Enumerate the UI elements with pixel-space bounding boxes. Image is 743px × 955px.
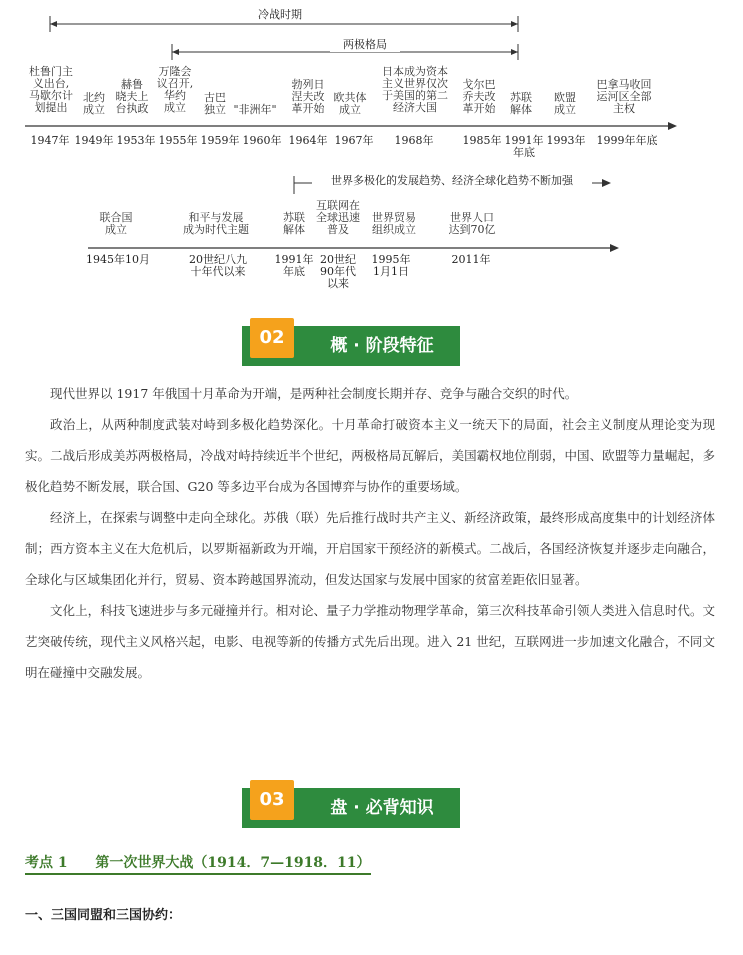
tl1-event: 欧共体 成立 bbox=[333, 91, 367, 116]
paragraph: 政治上，从两种制度武装对峙到多极化趋势深化。十月革命打破资本主义一统天下的局面，社会主义制度从理论变为现实。二战后形成美苏两极格局，冷战对峙持续近半个世纪，两极格局瓦解后，美国霸权地位削弱，中国、欧盟等力量崛起，多极化趋势不断发展，联合国、G20 等多边平台成为各国博弈与协作的重要场域。 bbox=[25, 417, 715, 494]
tl1-date: 1967年 bbox=[334, 134, 374, 147]
cold-war-label: 冷战时期 bbox=[250, 6, 310, 22]
tl1-date: 1953年 bbox=[116, 134, 156, 147]
section-03-banner bbox=[242, 788, 460, 828]
tl1-date: 1985年 bbox=[462, 134, 502, 147]
paragraph: 文化上，科技飞速进步与多元碰撞并行。相对论、量子力学推动物理学革命，第三次科技革命引领人类进入信息时代。文艺突破传统，现代主义风格兴起，电影、电视等新的传播方式先后出现。进入 21 世纪，互联网进一步加速文化融合，不同文明在碰撞中交融发展。 bbox=[25, 603, 715, 680]
section-title: 盘 · 必背知识 bbox=[330, 798, 434, 818]
tl2-date: 1945年10月 bbox=[86, 253, 150, 266]
tl2-event: 联合国 成立 bbox=[99, 211, 133, 236]
tl1-event: 戈尔巴 乔夫改 革开始 bbox=[462, 78, 496, 115]
tl1-date: 1993年 bbox=[546, 134, 586, 147]
tl1-event: 赫鲁 晓夫上 台执政 bbox=[115, 78, 149, 115]
tl1-event: 杜鲁门主 义出台, 马歇尔计 划提出 bbox=[29, 65, 73, 114]
section-number: 02 bbox=[250, 318, 294, 358]
tl1-date: 1968年 bbox=[394, 134, 434, 147]
tl1-date: 1949年 bbox=[74, 134, 114, 147]
tl2-date: 1991年 年底 bbox=[274, 253, 314, 278]
tl1-date: 1955年 bbox=[158, 134, 198, 147]
tl1-event: 勃列日 涅夫改 革开始 bbox=[291, 78, 325, 115]
subheading: 一、三国同盟和三国协约： bbox=[25, 908, 182, 923]
tl1-event: 欧盟 成立 bbox=[554, 91, 576, 116]
trend-label: 世界多极化的发展趋势、经济全球化趋势不断加强 bbox=[312, 172, 592, 188]
tl2-event: 和平与发展 成为时代主题 bbox=[183, 211, 249, 236]
tl1-event: "非洲年" bbox=[233, 103, 277, 116]
tl1-event: 巴拿马收回 运河区全部 主权 bbox=[596, 78, 652, 115]
tl2-date: 20世纪 90年代 以来 bbox=[320, 253, 356, 290]
kaodian-title: 第一次世界大战（1914．7—1918．11） bbox=[95, 855, 371, 871]
tl2-date: 20世纪八九 十年代以来 bbox=[189, 253, 247, 278]
section-02-banner bbox=[242, 326, 460, 366]
tl1-event: 日本成为资本 主义世界仅次 于美国的第二 经济大国 bbox=[382, 65, 448, 114]
tl2-event: 苏联 解体 bbox=[283, 211, 305, 236]
body-text bbox=[25, 378, 715, 688]
tl1-date: 1964年 bbox=[288, 134, 328, 147]
paragraph: 经济上，在探索与调整中走向全球化。苏俄（联）先后推行战时共产主义、新经济政策，最终形成高度集中的计划经济体制；西方资本主义在大危机后，以罗斯福新政为开端，开启国家干预经济的新模式。二战后，各国经济恢复并逐步走向融合，全球化与区域集团化并行，贸易、资本跨越国界流动，但发达国家与发展中国家的贫富差距依旧显著。 bbox=[25, 510, 715, 587]
section-number: 03 bbox=[250, 780, 294, 820]
section-title: 概 · 阶段特征 bbox=[330, 336, 434, 356]
tl2-event: 互联网在 全球迅速 普及 bbox=[316, 199, 360, 236]
tl1-event: 北约 成立 bbox=[83, 91, 105, 116]
tl1-date: 1947年 bbox=[30, 134, 70, 147]
tl1-date: 1999年年底 bbox=[596, 134, 658, 147]
tl1-event: 万隆会 议召开, 华约 成立 bbox=[156, 65, 194, 114]
tl1-event: 苏联 解体 bbox=[510, 91, 532, 116]
tl2-date: 2011年 bbox=[451, 253, 491, 266]
tl2-event: 世界贸易 组织成立 bbox=[372, 211, 416, 236]
tl1-event: 古巴 独立 bbox=[204, 91, 226, 116]
tl1-date: 1959年 bbox=[200, 134, 240, 147]
tl2-date: 1995年 1月1日 bbox=[371, 253, 411, 278]
tl1-date: 1991年 年底 bbox=[504, 134, 544, 159]
kaodian-label: 考点 1 bbox=[25, 855, 68, 871]
tl2-event: 世界人口 达到70亿 bbox=[448, 211, 496, 236]
paragraph: 现代世界以 1917 年俄国十月革命为开端，是两种社会制度长期并存、竞争与融合交织的时代。 bbox=[50, 386, 578, 401]
bipolar-label: 两极格局 bbox=[330, 36, 400, 52]
tl1-date: 1960年 bbox=[242, 134, 282, 147]
kaodian-heading bbox=[25, 852, 371, 875]
